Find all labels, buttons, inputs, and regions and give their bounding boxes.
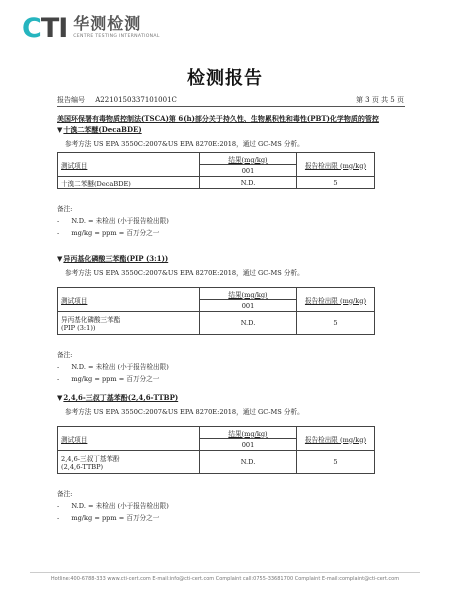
- col-header-item: 测试项目: [58, 427, 200, 451]
- cell-item: 2,4,6-三叔丁基苯酚 (2,4,6-TTBP): [58, 451, 200, 474]
- notes: 备注: - N.D. = 未检出 (小于报告检出限) - mg/kg = ppm = 百万分之一: [57, 488, 405, 524]
- logo-english-name: CENTRE TESTING INTERNATIONAL: [73, 34, 160, 39]
- section-title: ▼2,4,6-三叔丁基苯酚(2,4,6-TTBP): [57, 393, 179, 402]
- col-header-limit: 报告检出限 (mg/kg): [297, 153, 375, 177]
- footer-contact: Hotline:400-6788-333 www.cti-cert.com E-mail:info@cti-cert.com Complaint call:0755-33681700 Complaint E-mail:complaint@cti-cert.com: [50, 576, 400, 582]
- notes: 备注: - N.D. = 未检出 (小于报告检出限) - mg/kg = ppm = 百万分之一: [57, 349, 405, 385]
- table-row: [58, 451, 375, 474]
- header-divider: [57, 106, 405, 107]
- results-table: [57, 152, 375, 189]
- company-logo: [22, 14, 160, 46]
- cell-limit: 5: [297, 312, 375, 335]
- report-number-value: A2210150337101001C: [95, 96, 177, 104]
- col-header-item: 测试项目: [58, 153, 200, 177]
- notes-label: 备注:: [57, 351, 73, 359]
- results-table: [57, 287, 375, 335]
- note-nd: N.D. = 未检出 (小于报告检出限): [71, 363, 169, 371]
- footer-divider: [30, 572, 420, 573]
- section-title: ▼异丙基化磷酸三苯酯(PIP (3:1)): [57, 254, 169, 263]
- section-pip: [57, 254, 405, 385]
- col-header-sample: 001: [200, 439, 297, 451]
- logo-chinese-name: 华测检测: [73, 14, 142, 33]
- col-header-limit: 报告检出限 (mg/kg): [297, 427, 375, 451]
- col-header-result: 结果(mg/kg): [200, 153, 297, 165]
- cell-limit: 5: [297, 177, 375, 189]
- page-info: 第 3 页 共 5 页: [355, 96, 404, 104]
- cell-result: N.D.: [200, 177, 297, 189]
- col-header-limit: 报告检出限 (mg/kg): [297, 288, 375, 312]
- method-text: 参考方法 US EPA 3550C:2007&US EPA 8270E:2018，通过 GC-MS 分析。: [65, 408, 304, 416]
- section-ttbp: [57, 393, 405, 524]
- section-title: ▼十溴二苯醚(DecaBDE): [57, 125, 142, 134]
- main-heading: 美国环保署有毒物质控制法(TSCA)第 6(h)部分关于持久性、生物累积性和毒性(PBT)化学物质的管控: [57, 114, 379, 123]
- notes: 备注: - N.D. = 未检出 (小于报告检出限) - mg/kg = ppm = 百万分之一: [57, 203, 405, 239]
- method-text: 参考方法 US EPA 3550C:2007&US EPA 8270E:2018，通过 GC-MS 分析。: [65, 140, 304, 148]
- note-nd: N.D. = 未检出 (小于报告检出限): [71, 217, 169, 225]
- cell-item: 十溴二苯醚(DecaBDE): [58, 177, 200, 189]
- cell-result: N.D.: [200, 451, 297, 474]
- results-table: [57, 426, 375, 474]
- col-header-sample: 001: [200, 165, 297, 177]
- report-title: 检测报告: [187, 68, 263, 89]
- note-unit: mg/kg = ppm = 百万分之一: [71, 229, 160, 237]
- col-header-result: 结果(mg/kg): [200, 288, 297, 300]
- logo-cti-mark: CTI: [22, 13, 68, 44]
- col-header-result: 结果(mg/kg): [200, 427, 297, 439]
- col-header-item: 测试项目: [58, 288, 200, 312]
- note-nd: N.D. = 未检出 (小于报告检出限): [71, 502, 169, 510]
- cell-result: N.D.: [200, 312, 297, 335]
- notes-label: 备注:: [57, 205, 73, 213]
- report-number: [57, 95, 177, 105]
- report-number-label: 报告编号: [57, 96, 85, 104]
- table-row: [58, 312, 375, 335]
- notes-label: 备注:: [57, 490, 73, 498]
- cell-item: 异丙基化磷酸三苯酯 (PIP (3:1)): [58, 312, 200, 335]
- col-header-sample: 001: [200, 300, 297, 312]
- note-unit: mg/kg = ppm = 百万分之一: [71, 375, 160, 383]
- note-unit: mg/kg = ppm = 百万分之一: [71, 514, 160, 522]
- table-row: [58, 177, 375, 189]
- method-text: 参考方法 US EPA 3550C:2007&US EPA 8270E:2018，通过 GC-MS 分析。: [65, 269, 304, 277]
- cell-limit: 5: [297, 451, 375, 474]
- section-decabde: [57, 125, 405, 239]
